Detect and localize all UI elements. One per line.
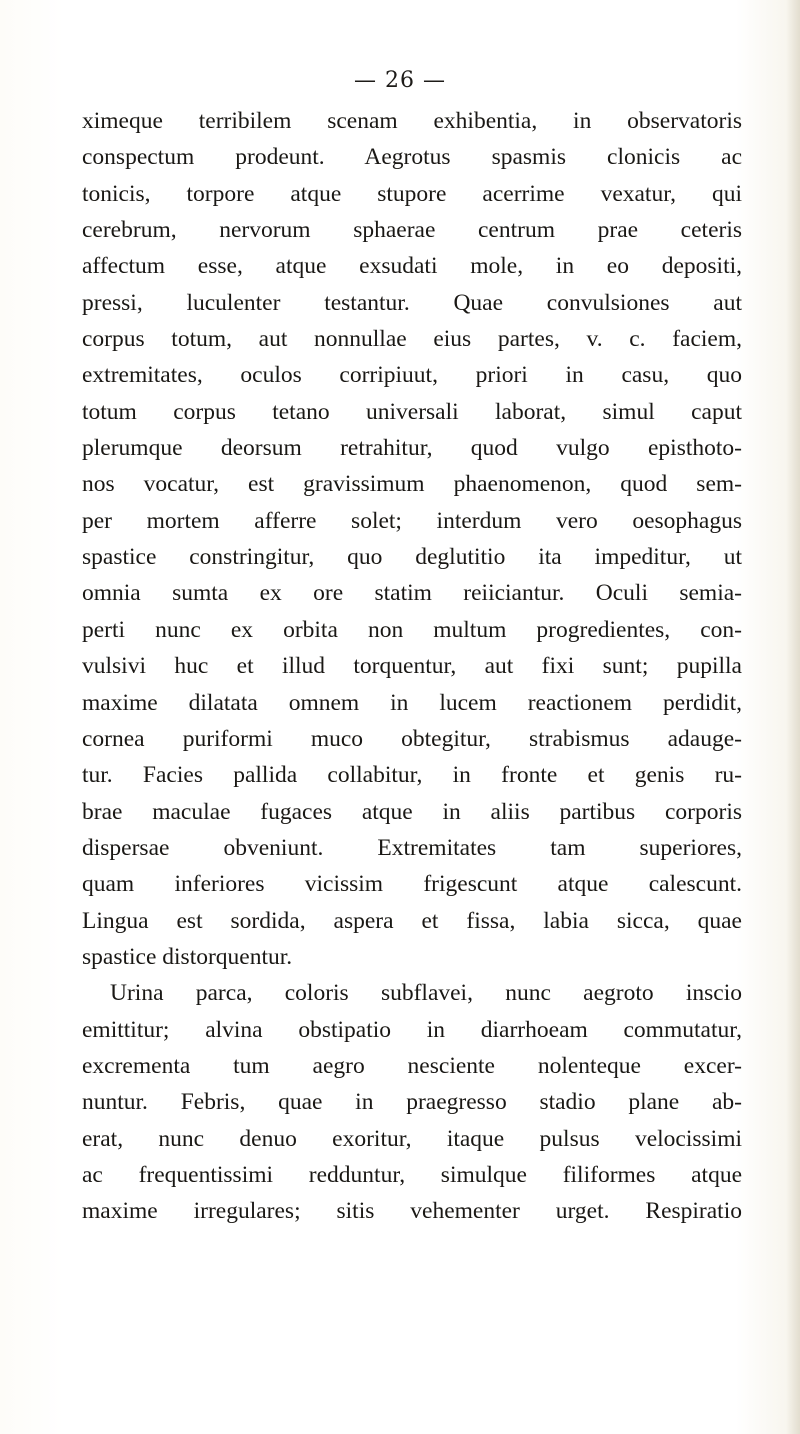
text-line: extremitates, oculos corripiuut, priori in casu, quo: [82, 362, 742, 389]
text-line: nuntur. Febris, quae in praegresso stadio plane ab-: [82, 1089, 742, 1116]
text-line: tonicis, torpore atque stupore acerrime vexatur, qui: [82, 180, 742, 207]
text-line: plerumque deorsum retrahitur, quod vulgo episthoto-: [82, 435, 742, 462]
text-line: conspectum prodeunt. Aegrotus spasmis clonicis ac: [82, 144, 742, 171]
text-line: affectum esse, atque exsudati mole, in eo depositi,: [82, 253, 742, 280]
text-line: emittitur; alvina obstipatio in diarrhoeam commutatur,: [82, 1016, 742, 1043]
text-line: perti nunc ex orbita non multum progredientes, con-: [82, 616, 742, 643]
text-line: quam inferiores vicissim frigescunt atque calescunt.: [82, 871, 742, 898]
body-text: [82, 103, 742, 1230]
text-line: pressi, luculenter testantur. Quae convulsiones aut: [82, 289, 742, 316]
text-line: cerebrum, nervorum sphaerae centrum prae ceteris: [82, 217, 742, 244]
text-line-paragraph-start: Urina parca, coloris subflavei, nunc aegroto inscio: [110, 980, 742, 1007]
text-line: ximeque terribilem scenam exhibentia, in observatoris: [82, 108, 742, 134]
text-line: vulsivi huc et illud torquentur, aut fixi sunt; pupilla: [82, 653, 742, 680]
text-line: totum corpus tetano universali laborat, simul caput: [82, 398, 742, 425]
text-line: nos vocatur, est gravissimum phaenomenon, quod sem-: [82, 471, 742, 498]
text-line: corpus totum, aut nonnullae eius partes, v. c. faciem,: [82, 326, 742, 353]
text-line-paragraph-end: spastice distorquentur.: [82, 943, 293, 970]
page-number: — 26 —: [354, 68, 446, 93]
text-line: per mortem afferre solet; interdum vero oesophagus: [82, 507, 742, 534]
text-line: spastice constringitur, quo deglutitio ita impeditur, ut: [82, 544, 742, 571]
text-line: dispersae obveniunt. Extremitates tam superiores,: [82, 834, 742, 861]
text-line: Lingua est sordida, aspera et fissa, labia sicca, quae: [82, 907, 742, 934]
text-line: cornea puriformi muco obtegitur, strabismus adauge-: [82, 725, 742, 752]
text-line: excrementa tum aegro nesciente nolenteque excer-: [82, 1052, 742, 1079]
text-line: brae maculae fugaces atque in aliis partibus corporis: [82, 798, 742, 825]
text-line: ac frequentissimi redduntur, simulque filiformes atque: [82, 1161, 742, 1188]
text-line: tur. Facies pallida collabitur, in fronte et genis ru-: [82, 762, 742, 789]
page-edge-shadow: [786, 0, 800, 1434]
text-line: erat, nunc denuo exoritur, itaque pulsus velocissimi: [82, 1125, 742, 1152]
text-line: maxime dilatata omnem in lucem reactionem perdidit,: [82, 689, 742, 716]
text-line: maxime irregulares; sitis vehementer urget. Respiratio: [82, 1198, 742, 1225]
text-line: omnia sumta ex ore statim reiiciantur. Oculi semia-: [82, 580, 742, 607]
